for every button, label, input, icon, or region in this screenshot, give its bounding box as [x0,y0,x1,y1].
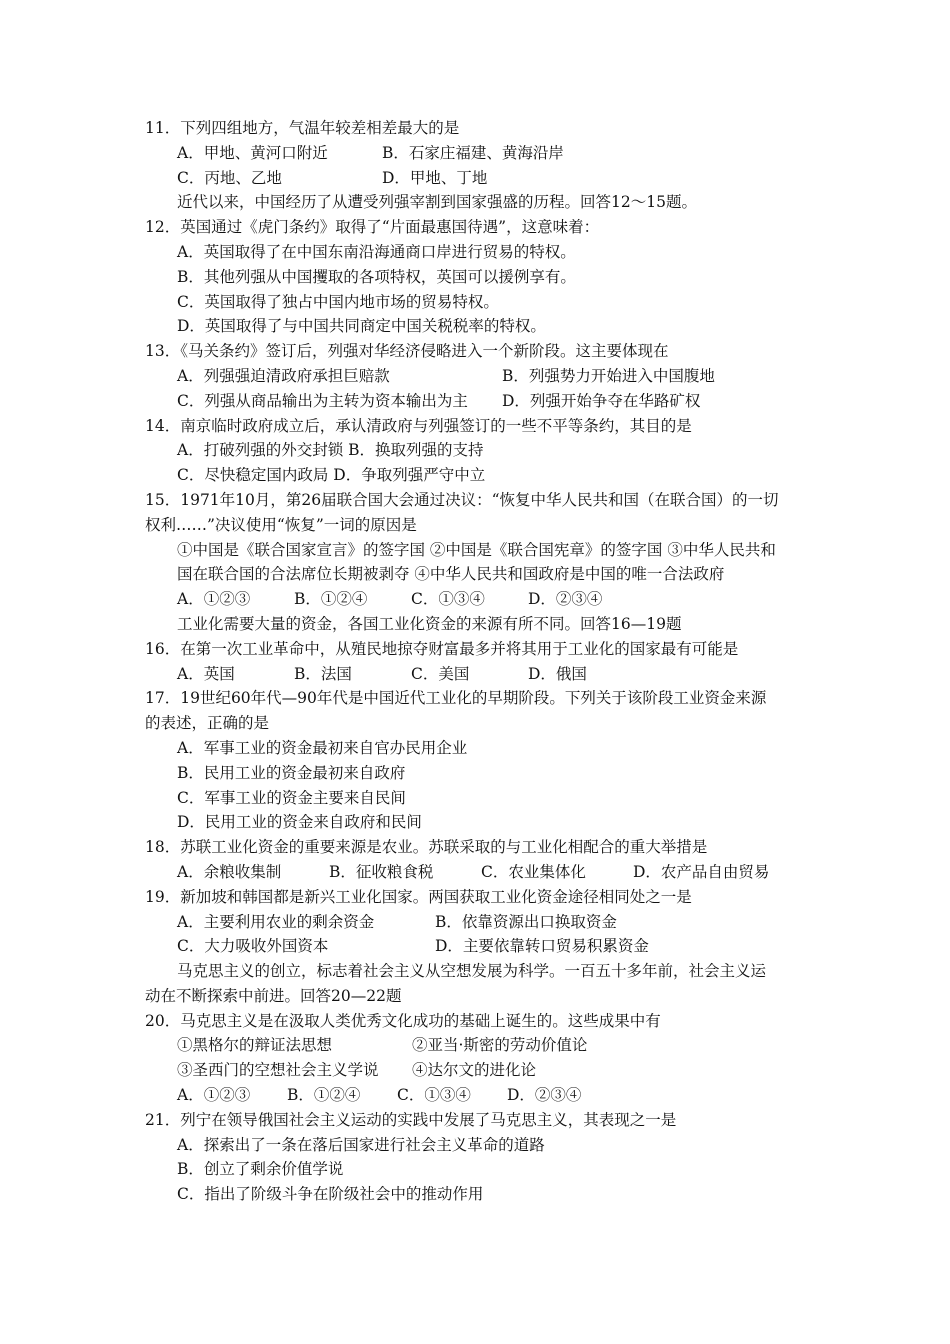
answer-option: D．俄国 [528,664,587,683]
answer-option: C．美国 [411,664,470,683]
question-stem: 12．英国通过《虎门条约》取得了“片面最惠国待遇”，这意味着： [145,218,600,237]
answer-option: C．大力吸收外国资本 [177,937,329,956]
answer-option: A．①②③ [177,590,251,609]
answer-option: A．列强强迫清政府承担巨赔款 [177,366,390,385]
question-stem-continued: 动在不断探索中前进。回答20—22题 [145,986,402,1005]
question-stem: 13．《马关条约》签订后，列强对华经济侵略进入一个新阶段。这主要体现在 [145,342,669,361]
answer-option-row [145,1033,815,1058]
answer-option: C．英国取得了独占中国内地市场的贸易特权。 [177,292,499,311]
answer-option: D．甲地、丁地 [382,168,488,187]
answer-option: ③圣西门的空想社会主义学说 [177,1061,379,1080]
answer-option: D．主要依靠转口贸易积累资金 [435,937,649,956]
question-list [145,116,815,1207]
answer-option: C．农业集体化 [481,862,586,881]
answer-option-row [145,389,815,414]
question-stem: 14．南京临时政府成立后，承认清政府与列强签订的一些不平等条约，其目的是 [145,416,692,435]
answer-option: A．军事工业的资金最初来自官办民用企业 [177,738,468,757]
answer-option: B．征收粮食税 [329,862,434,881]
answer-option: A．①②③ [177,1086,251,1105]
answer-option-row [145,587,815,612]
answer-option: B．创立了剩余价值学说 [177,1160,344,1179]
answer-option: A．主要利用农业的剩余资金 [177,912,375,931]
answer-option-row [145,910,815,935]
answer-option: A．英国 [177,664,235,683]
question-stem: 18．苏联工业化资金的重要来源是农业。苏联采取的与工业化相配合的重大举措是 [145,838,708,857]
answer-option: A．甲地、黄河口附近 [177,143,328,162]
section-intro: 马克思主义的创立，标志着社会主义从空想发展为科学。一百五十多年前，社会主义运 [177,962,767,981]
answer-option-row [145,860,815,885]
answer-option-row [145,166,815,191]
question-stem: 11．下列四组地方，气温年较差相差最大的是 [145,119,460,137]
answer-option: B．石家庄福建、黄海沿岸 [382,143,564,162]
question-stem: 17．19世纪60年代—90年代是中国近代工业化的早期阶段。下列关于该阶段工业资金来源 [145,689,767,708]
question-stem: 20．马克思主义是在汲取人类优秀文化成功的基础上诞生的。这些成果中有 [145,1011,661,1030]
section-intro: 近代以来，中国经历了从遭受列强宰割到国家强盛的历程。回答12～15题。 [177,193,697,212]
question-stem: 21．列宁在领导俄国社会主义运动的实践中发展了马克思主义，其表现之一是 [145,1110,677,1129]
answer-option: B．法国 [294,664,352,683]
answer-option: A．探索出了一条在落后国家进行社会主义革命的道路 [177,1135,545,1154]
answer-option: 国在联合国的合法席位长期被剥夺 ④中华人民共和国政府是中国的唯一合法政府 [177,565,725,584]
answer-option: C．列强从商品输出为主转为资本输出为主 [177,391,468,410]
question-stem: 16．在第一次工业革命中，从殖民地掠夺财富最多并将其用于工业化的国家最有可能是 [145,639,739,658]
answer-option: D．民用工业的资金来自政府和民间 [177,813,422,832]
answer-option-row [145,364,815,389]
answer-option: C．尽快稳定国内政局 D．争取列强严守中立 [177,466,486,485]
answer-option: A．英国取得了在中国东南沿海通商口岸进行贸易的特权。 [177,242,576,261]
question-stem-continued: 权利……”决议使用“恢复”一词的原因是 [145,515,417,534]
answer-option: D．列强开始争夺在华路矿权 [502,391,701,410]
answer-option: ②亚当·斯密的劳动价值论 [412,1036,588,1055]
question-stem-continued: 的表述，正确的是 [145,714,270,733]
answer-option: D．英国取得了与中国共同商定中国关税税率的特权。 [177,317,546,336]
answer-option-row [145,1058,815,1083]
answer-option: C．①③④ [411,590,485,609]
answer-option: B．①②④ [287,1086,361,1105]
answer-option-row [145,934,815,959]
answer-option: A．打破列强的外交封锁 B．换取列强的支持 [177,441,484,460]
question-stem: 15．1971年10月，第26届联合国大会通过决议：“恢复中华人民共和国（在联合国）的一切 [145,490,779,509]
answer-option-row [145,1083,815,1108]
answer-option-row [145,141,815,166]
answer-option: D．②③④ [528,590,603,609]
answer-option: B．依靠资源出口换取资金 [435,912,617,931]
answer-option: ①黑格尔的辩证法思想 [177,1036,333,1055]
answer-option: C．指出了阶级斗争在阶级社会中的推动作用 [177,1185,484,1204]
answer-option: B．民用工业的资金最初来自政府 [177,763,406,782]
answer-option: C．①③④ [397,1086,471,1105]
answer-option: B．其他列强从中国攫取的各项特权，英国可以援例享有。 [177,267,576,286]
answer-option: C．军事工业的资金主要来自民间 [177,788,406,807]
answer-option: C．丙地、乙地 [177,168,282,187]
answer-option: D．农产品自由贸易 [633,862,770,881]
answer-option: ④达尔文的进化论 [412,1061,537,1080]
answer-option: B．①②④ [294,590,368,609]
answer-option: D．②③④ [507,1086,582,1105]
question-stem: 19．新加坡和韩国都是新兴工业化国家。两国获取工业化资金途径相同处之一是 [145,887,692,906]
answer-option-row [145,662,815,687]
answer-option: A．余粮收集制 [177,862,282,881]
section-intro: 工业化需要大量的资金，各国工业化资金的来源有所不同。回答16—19题 [177,614,682,633]
answer-option: B．列强势力开始进入中国腹地 [502,366,715,385]
answer-option: ①中国是《联合国家宣言》的签字国 ②中国是《联合国宪章》的签字国 ③中华人民共和 [177,540,776,559]
